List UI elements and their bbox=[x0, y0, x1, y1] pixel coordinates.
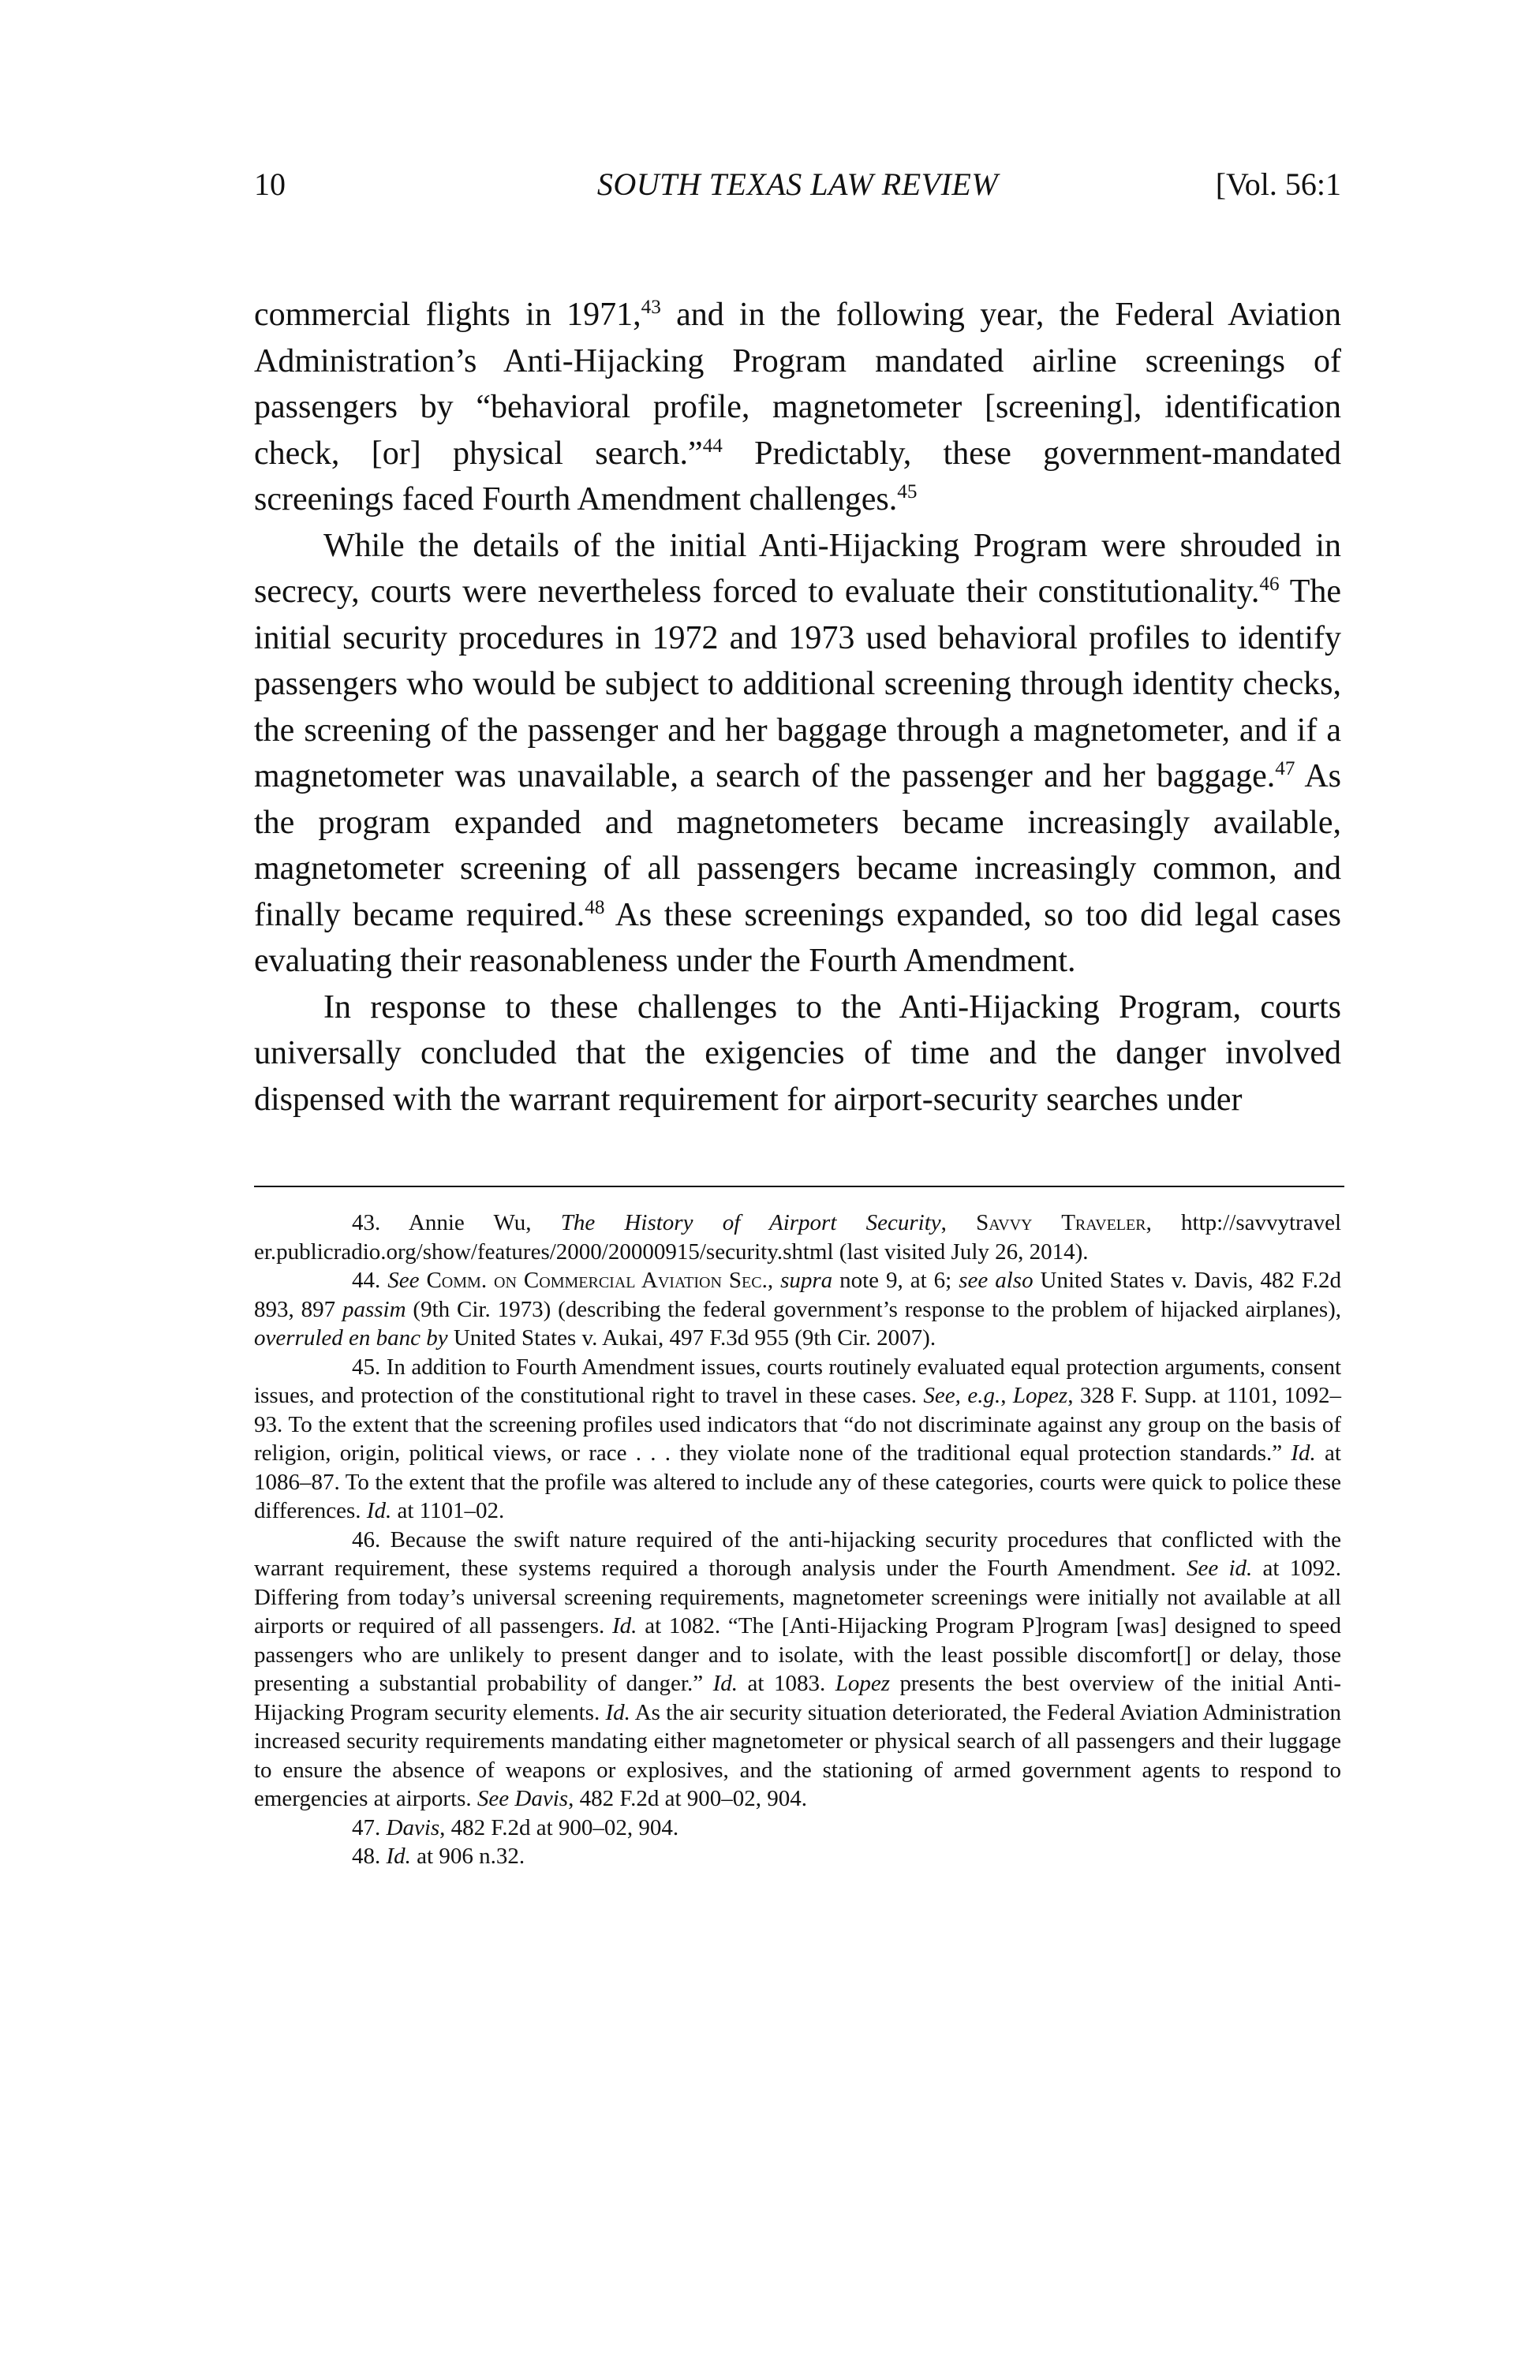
paragraph-1 bbox=[254, 292, 1341, 523]
footnote-ref-48[interactable]: 48 bbox=[585, 896, 605, 918]
text-run-italic: See id. bbox=[1186, 1556, 1253, 1581]
text-run-italic: Id. bbox=[612, 1613, 637, 1638]
text-run: Annie Wu, bbox=[408, 1210, 561, 1235]
text-run: note 9, at 6; bbox=[832, 1268, 959, 1293]
footnote-46 bbox=[254, 1526, 1341, 1814]
text-run-italic: overruled en banc by bbox=[254, 1325, 448, 1351]
text-run-italic: Id. bbox=[712, 1671, 738, 1696]
text-run-italic: see also bbox=[959, 1268, 1034, 1293]
text-run: While the details of the initial Anti-Hijacking Program were shrouded in secrecy, courts were nevertheless forced to evaluate their constitutionality. bbox=[254, 527, 1341, 610]
text-run: In response to these challenges to the Anti-Hijacking Program, courts universally concluded that the exigencies of time and the danger involved dispensed with the warrant requirement for airport-security searches under bbox=[254, 988, 1341, 1118]
text-run-italic: Id. bbox=[1291, 1440, 1316, 1466]
footnotes bbox=[254, 1209, 1341, 1871]
page-number: 10 bbox=[254, 166, 286, 202]
footnote-45 bbox=[254, 1353, 1341, 1526]
text-run: at 1082. “The [Anti-Hijacking Program P]rogram [was] designed to speed passengers who are unlikely to present danger and to isolate, with the least possible discomfort[] or delay, those presenting a substantial probability of danger.” bbox=[254, 1613, 1341, 1696]
text-run: at 1092. Differing from today’s universal screening requirements, magnetometer screenings were initially not available at all airports or required of all passengers. bbox=[254, 1556, 1341, 1638]
text-run-italic: supra bbox=[780, 1268, 833, 1293]
text-run: The initial security procedures in 1972 and 1973 used behavioral profiles to identify passengers who would be subject to additional screening through identity checks, the screening of the passenger and her baggage through a magnetometer, and if a magnetometer was unavailable, a search of the passenger and her baggage. bbox=[254, 574, 1341, 794]
footnote-47 bbox=[254, 1814, 1341, 1843]
text-run: United States v. Aukai, 497 F.3d 955 (9th Cir. 2007). bbox=[447, 1325, 936, 1351]
paragraph-2 bbox=[254, 523, 1341, 985]
footnote-43 bbox=[254, 1209, 1341, 1266]
text-run: , bbox=[1000, 1383, 1013, 1408]
footnote-ref-43[interactable]: 43 bbox=[641, 297, 661, 318]
text-run: , 328 F. Supp. at 1101, 1092–93. To the extent that the screening profiles used indicators that “do not discriminate against any group on the basis of religion, origin, political views, or race . . . they violate none of the traditional equal protection standards.” bbox=[254, 1383, 1342, 1466]
text-run: presents the best overview of the initial Anti-Hijacking Program security elements. bbox=[254, 1671, 1341, 1725]
text-run: at 1086–87. To the extent that the profile was altered to include any of these categories, courts were quick to police these differences. bbox=[254, 1440, 1341, 1523]
paragraph-3 bbox=[254, 985, 1341, 1123]
footnote-ref-45[interactable]: 45 bbox=[897, 481, 918, 503]
text-run-italic: Id. bbox=[366, 1498, 392, 1523]
text-run: , bbox=[940, 1210, 977, 1235]
text-run-italic: The History of Airport Security bbox=[560, 1210, 941, 1235]
text-run-italic: See, e.g. bbox=[923, 1383, 1001, 1408]
text-run: , 482 F.2d at 900–02, 904. bbox=[439, 1814, 679, 1840]
footnote-ref-44[interactable]: 44 bbox=[702, 435, 723, 457]
text-run: and in the following year, the Federal Aviation Administration’s Anti-Hijacking Program mandated airline screenings of passengers by “behavioral profile, magnetometer [screening], identification check, [or] physical search.” bbox=[254, 297, 1341, 472]
footnote-44 bbox=[254, 1266, 1341, 1353]
text-run-italic: Lopez bbox=[835, 1671, 891, 1696]
text-run: As these screenings expanded, so too did legal cases evaluating their reasonableness under the Fourth Amendment. bbox=[254, 896, 1341, 979]
text-run: , bbox=[767, 1268, 781, 1293]
footnote-number: 48. bbox=[352, 1844, 381, 1869]
text-run: (9th Cir. 1973) (describing the federal government’s response to the problem of hijacked airplanes), bbox=[406, 1296, 1342, 1322]
footnote-number: 45. bbox=[352, 1354, 381, 1380]
footnote-48 bbox=[254, 1842, 1341, 1871]
text-run-smallcaps: Comm. on Commercial Aviation Sec. bbox=[426, 1268, 768, 1293]
text-run: at 906 n.32. bbox=[410, 1844, 525, 1869]
volume-label: [Vol. 56:1 bbox=[1215, 166, 1341, 202]
footnote-number: 43. bbox=[352, 1210, 381, 1235]
text-run: commercial flights in 1971, bbox=[254, 297, 641, 333]
text-run-italic: See Davis bbox=[477, 1786, 569, 1811]
footnote-ref-46[interactable]: 46 bbox=[1259, 574, 1280, 595]
text-run-italic: passim bbox=[342, 1296, 406, 1322]
text-run: As the program expanded and magnetometers became increasingly available, magnetometer screening of all passengers became increasingly common, and finally became required. bbox=[254, 758, 1342, 933]
footnote-ref-47[interactable]: 47 bbox=[1275, 758, 1295, 779]
main-text bbox=[254, 292, 1341, 1123]
text-run: In addition to Fourth Amendment issues, courts routinely evaluated equal protection arguments, consent issues, and protection of the constitutional right to travel in these cases. bbox=[254, 1354, 1341, 1408]
running-header bbox=[254, 166, 1341, 213]
text-run: , 482 F.2d at 900–02, 904. bbox=[568, 1786, 808, 1811]
footnote-url[interactable]: , http://savvytravel er.publicradio.org/show/features/2000/20000915/security.shtml (last visited July 26, 2014). bbox=[254, 1210, 1342, 1265]
text-run: As the air security situation deteriorated, the Federal Aviation Administration increased security requirements mandating either magnetometer or physical search of all passengers and their luggage to ensure the absence of weapons or explosives, and the stationing of armed government agents to respond to emergencies at airports. bbox=[254, 1699, 1341, 1811]
text-run-italic: See bbox=[387, 1268, 420, 1293]
footnote-number: 47. bbox=[352, 1814, 381, 1840]
text-run: Because the swift nature required of the anti-hijacking security procedures that conflicted with the warrant requirement, these systems required a thorough analysis under the Fourth Amendment. bbox=[254, 1526, 1341, 1581]
footnote-divider bbox=[254, 1186, 1344, 1187]
text-run: at 1083. bbox=[738, 1671, 835, 1696]
text-run: Predictably, these government-mandated screenings faced Fourth Amendment challenges. bbox=[254, 435, 1342, 517]
text-run-italic: Davis bbox=[386, 1814, 440, 1840]
text-run-italic: Id. bbox=[605, 1699, 630, 1725]
footnote-number: 46. bbox=[352, 1526, 381, 1552]
text-run-italic: Lopez bbox=[1012, 1383, 1068, 1408]
text-run-italic: Id. bbox=[386, 1844, 411, 1869]
footnote-number: 44. bbox=[352, 1268, 381, 1293]
text-run: United States v. Davis, 482 F.2d 893, 897 bbox=[254, 1268, 1341, 1322]
text-run-smallcaps: Savvy Traveler bbox=[976, 1210, 1146, 1235]
journal-title: SOUTH TEXAS LAW REVIEW bbox=[596, 166, 999, 202]
text-run: at 1101–02. bbox=[391, 1498, 505, 1523]
